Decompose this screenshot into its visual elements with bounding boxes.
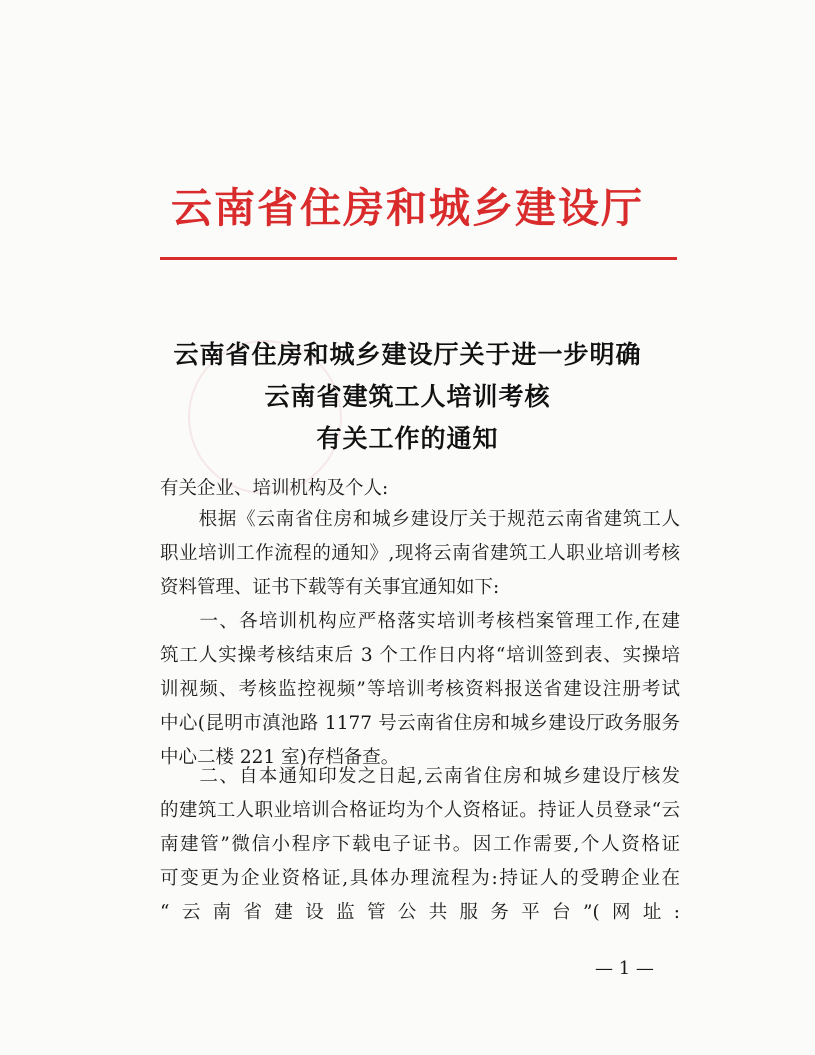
page-number: — 1 — bbox=[595, 958, 654, 979]
document-title bbox=[0, 334, 815, 460]
paragraph-line: “云南省建设监管公共服务平台”(网址: bbox=[160, 902, 680, 923]
paragraph-line: 训视频、考核监控视频”等培训考核资料报送省建设注册考试 bbox=[160, 679, 680, 700]
paragraph-line: 二、自本通知印发之日起,云南省住房和城乡建设厅核发 bbox=[160, 766, 680, 787]
paragraph-line: 职业培训工作流程的通知》,现将云南省建筑工人职业培训考核 bbox=[160, 543, 680, 564]
paragraph-line: 资料管理、证书下载等有关事宜通知如下: bbox=[160, 577, 500, 598]
document-title-line-2: 云南省建筑工人培训考核 bbox=[264, 382, 551, 411]
header-red-rule bbox=[160, 257, 677, 260]
paragraph-item-one bbox=[160, 605, 680, 775]
paragraph-line: 中心二楼 221 室)存档备查。 bbox=[160, 747, 400, 768]
addressee-line: 有关企业、培训机构及个人: bbox=[160, 478, 389, 499]
paragraph-line: 一、各培训机构应严格落实培训考核档案管理工作,在建 bbox=[160, 611, 680, 632]
paragraph-line: 筑工人实操考核结束后 3 个工作日内将“培训签到表、实操培 bbox=[160, 645, 680, 666]
paragraph-line: 南建管”微信小程序下载电子证书。因工作需要,个人资格证 bbox=[160, 834, 680, 855]
paragraph-item-two bbox=[160, 760, 680, 930]
agency-header-title: 云南省住房和城乡建设厅 bbox=[171, 184, 644, 232]
paragraph-line: 可变更为企业资格证,具体办理流程为:持证人的受聘企业在 bbox=[160, 868, 680, 889]
document-title-line-3: 有关工作的通知 bbox=[316, 424, 499, 453]
paragraph-line: 的建筑工人职业培训合格证均为个人资格证。持证人员登录“云 bbox=[160, 800, 680, 821]
document-title-line-1: 云南省住房和城乡建设厅关于进一步明确 bbox=[173, 340, 642, 369]
paragraph-line: 根据《云南省住房和城乡建设厅关于规范云南省建筑工人 bbox=[160, 509, 680, 530]
paragraph-line: 中心(昆明市滇池路 1177 号云南省住房和城乡建设厅政务服务 bbox=[160, 713, 680, 734]
paragraph-intro bbox=[160, 503, 680, 605]
